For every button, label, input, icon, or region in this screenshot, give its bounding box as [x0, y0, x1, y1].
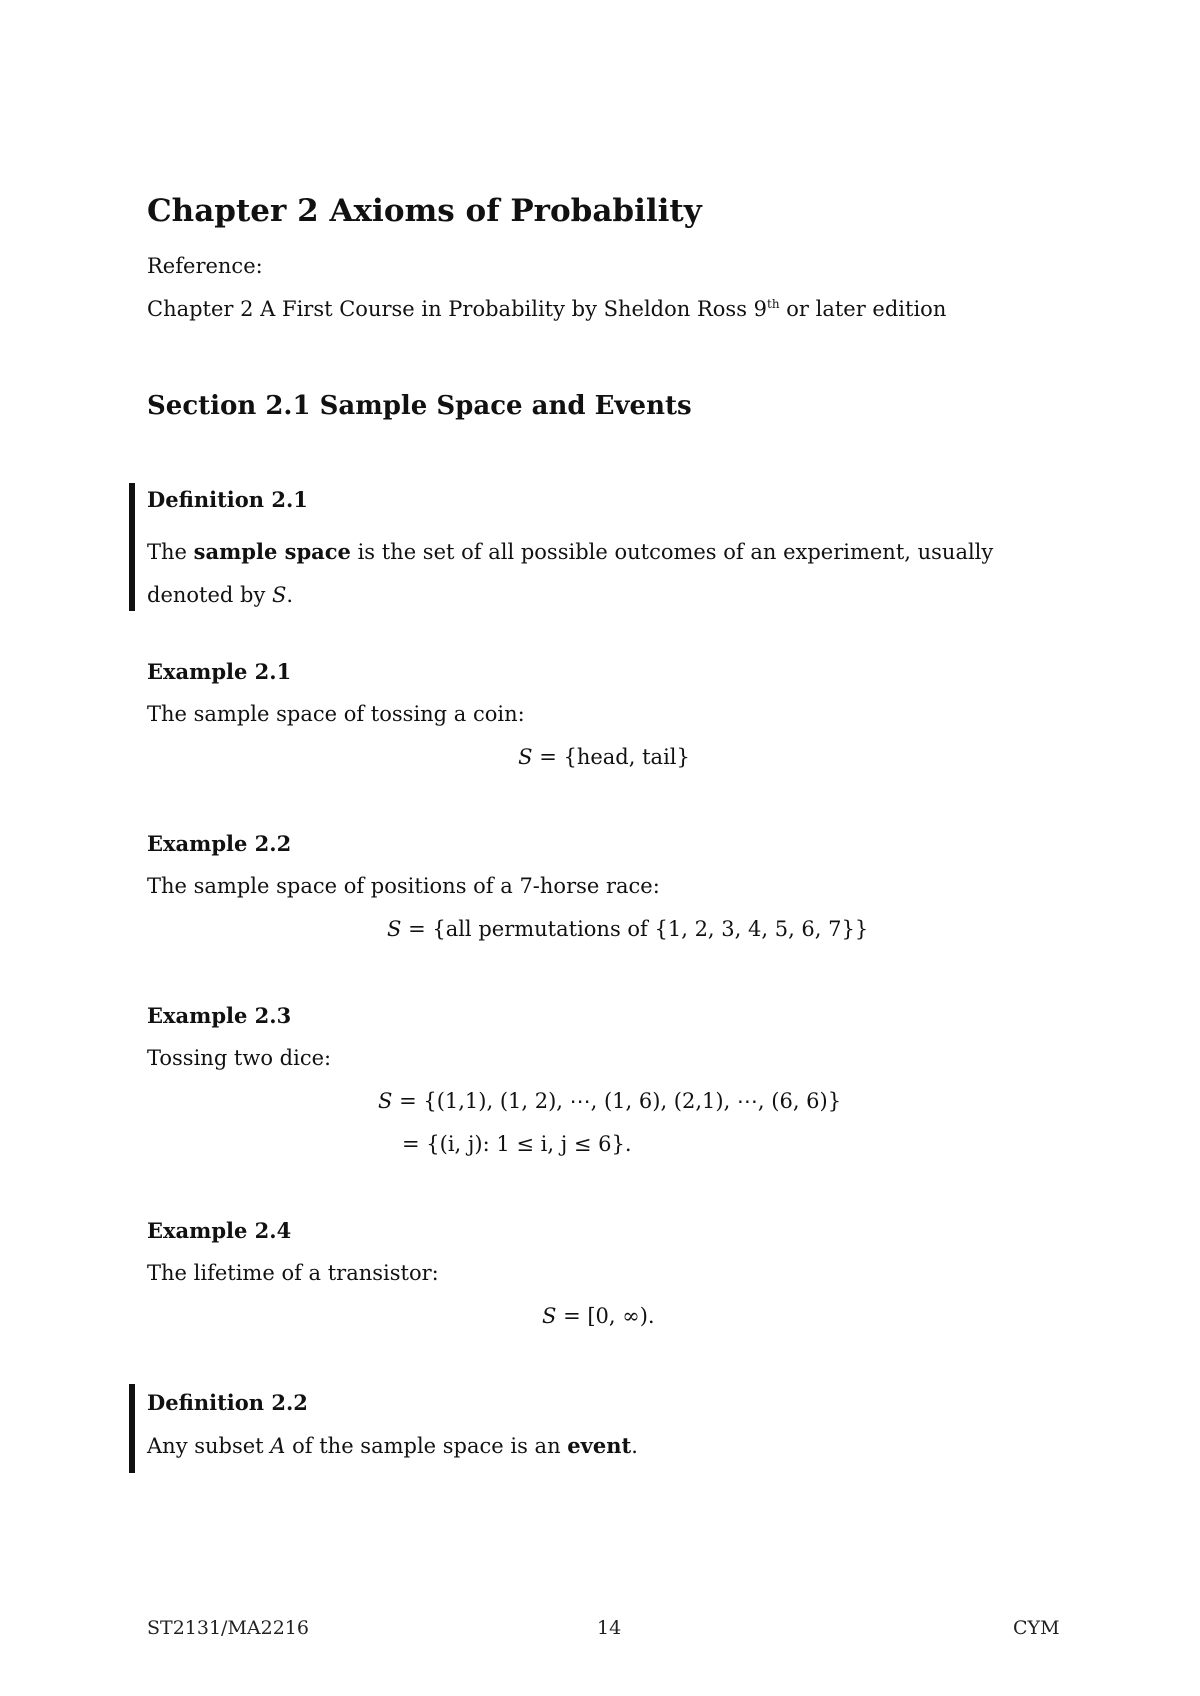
example-heading: Example 2.2 [147, 831, 292, 856]
math-symbol: S [272, 583, 287, 607]
example-formula [0, 745, 1200, 769]
math-symbol: S [518, 745, 533, 769]
example-formula-line-2: = {(i, j): 1 ≤ i, j ≤ 6}. [402, 1132, 632, 1156]
example-text: Tossing two dice: [147, 1046, 332, 1070]
footer-course-code: ST2131/MA2216 [147, 1617, 309, 1639]
definition-text [147, 530, 1067, 617]
formula-rest: = {head, tail} [532, 745, 690, 769]
definition-text [147, 1433, 638, 1458]
footer-author-initials: CYM [1013, 1617, 1060, 1639]
definition-text-end: . [631, 1434, 638, 1458]
definition-text-pre: The [147, 540, 194, 564]
definition-text-end: . [286, 583, 294, 607]
chapter-title: Chapter 2 Axioms of Probability [147, 193, 702, 229]
formula-rest: = {(1,1), (1, 2), ⋯, (1, 6), (2,1), ⋯, (6, 6)} [392, 1089, 842, 1113]
reference-text [147, 297, 946, 321]
example-heading: Example 2.1 [147, 659, 292, 684]
definition-bar [129, 483, 135, 611]
definition-text-post: is the set of all possible outcomes of an experiment, usually denoted by [147, 540, 994, 607]
definition-heading: Definition 2.2 [147, 1390, 308, 1415]
formula-rest: = [0, ∞). [556, 1304, 655, 1328]
definition-text-pre: Any subset [147, 1434, 271, 1458]
section-title: Section 2.1 Sample Space and Events [147, 391, 692, 421]
example-heading: Example 2.4 [147, 1218, 292, 1243]
reference-label: Reference: [147, 254, 263, 278]
reference-text-tail: or later edition [779, 297, 947, 321]
example-text: The sample space of positions of a 7-horse race: [147, 874, 660, 898]
example-text: The lifetime of a transistor: [147, 1261, 439, 1285]
definition-heading: Definition 2.1 [147, 487, 308, 512]
math-symbol: S [378, 1089, 393, 1113]
math-symbol: S [387, 917, 402, 941]
math-symbol: A [270, 1434, 286, 1458]
math-symbol: S [542, 1304, 557, 1328]
example-text: The sample space of tossing a coin: [147, 702, 525, 726]
formula-rest: = {all permutations of {1, 2, 3, 4, 5, 6, 7}} [401, 917, 869, 941]
example-formula [387, 917, 868, 941]
example-formula [542, 1304, 655, 1328]
definition-text-mid: of the sample space is an [285, 1434, 568, 1458]
definition-bar [129, 1384, 135, 1473]
reference-text-main: Chapter 2 A First Course in Probability by Sheldon Ross 9 [147, 297, 768, 321]
example-heading: Example 2.3 [147, 1003, 292, 1028]
defined-term: event [567, 1433, 632, 1458]
footer-page-number: 14 [597, 1617, 622, 1639]
example-formula-line-1 [378, 1089, 841, 1113]
reference-superscript: th [767, 297, 780, 311]
defined-term: sample space [193, 539, 351, 564]
